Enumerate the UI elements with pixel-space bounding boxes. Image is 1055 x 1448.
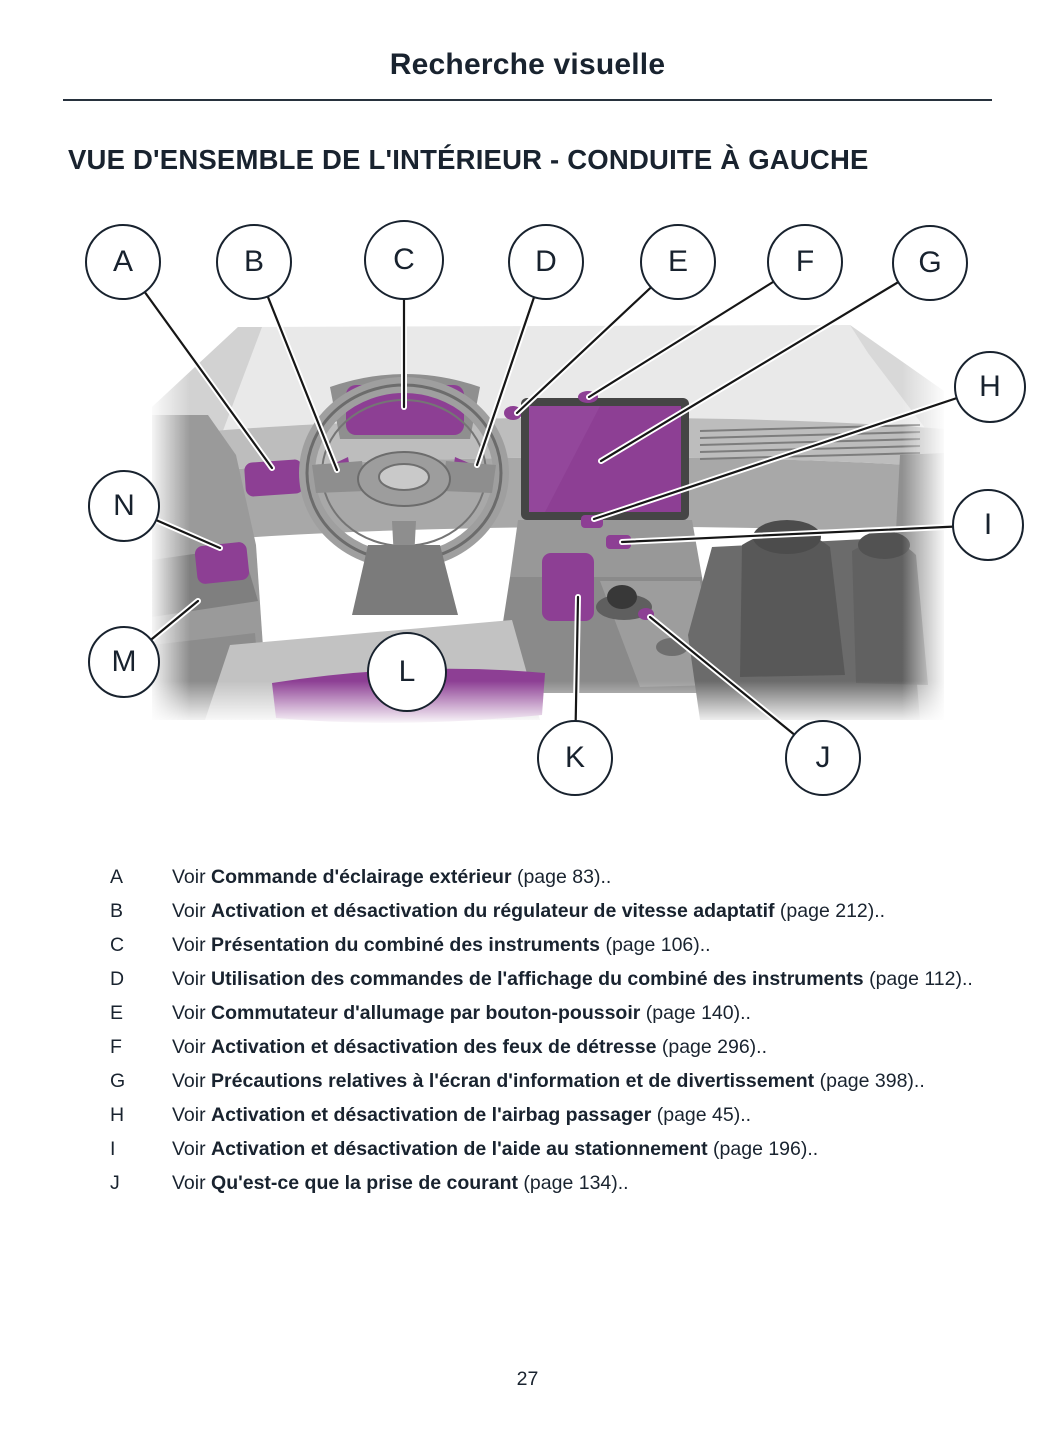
callout-l: L	[367, 632, 447, 712]
see-label: Voir	[172, 1002, 212, 1024]
reference-letter: G	[110, 1070, 126, 1092]
reference-link[interactable]: Utilisation des commandes de l'affichage du combiné des instruments	[211, 968, 864, 990]
reference-link[interactable]: Commutateur d'allumage par bouton-poussoir	[211, 1002, 641, 1024]
reference-item-b	[110, 898, 1000, 924]
reference-letter: H	[110, 1104, 125, 1126]
page-ref: (page 134)..	[518, 1172, 629, 1194]
gear-shifter	[607, 585, 637, 609]
reference-item-i	[110, 1136, 1000, 1162]
callout-b: B	[216, 224, 292, 300]
see-label: Voir	[172, 1104, 212, 1126]
see-label: Voir	[172, 1172, 212, 1194]
reference-link[interactable]: Commande d'éclairage extérieur	[211, 866, 512, 888]
see-label: Voir	[172, 900, 212, 922]
reference-letter: C	[110, 934, 125, 956]
reference-text	[172, 1170, 994, 1196]
see-label: Voir	[172, 934, 212, 956]
page-ref: (page 196)..	[707, 1138, 819, 1160]
reference-link[interactable]: Qu'est-ce que la prise de courant	[211, 1172, 519, 1194]
see-label: Voir	[172, 1138, 212, 1160]
reference-text	[172, 1102, 994, 1128]
reference-text	[172, 1000, 994, 1026]
callout-m: M	[88, 626, 160, 698]
reference-letter: I	[110, 1138, 116, 1160]
callout-d: D	[508, 224, 584, 300]
reference-letter: F	[110, 1036, 122, 1058]
see-label: Voir	[172, 866, 212, 888]
reference-link[interactable]: Précautions relatives à l'écran d'information et de divertissement	[211, 1070, 815, 1092]
page-ref: (page 83)..	[511, 866, 612, 888]
reference-link[interactable]: Activation et désactivation de l'aide au stationnement	[211, 1138, 708, 1160]
callout-e: E	[640, 224, 716, 300]
see-label: Voir	[172, 1036, 212, 1058]
see-label: Voir	[172, 1070, 212, 1092]
callout-i: I	[952, 489, 1024, 561]
reference-item-d	[110, 966, 1000, 992]
reference-letter: B	[110, 900, 124, 922]
callout-g: G	[892, 225, 968, 301]
see-label: Voir	[172, 968, 212, 990]
page-ref: (page 112)..	[863, 968, 973, 990]
reference-item-h	[110, 1102, 1000, 1128]
reference-text	[172, 932, 994, 958]
callout-a: A	[85, 224, 161, 300]
reference-letter: D	[110, 968, 125, 990]
page-ref: (page 398)..	[814, 1070, 925, 1092]
reference-link[interactable]: Activation et désactivation de l'airbag passager	[211, 1104, 652, 1126]
reference-letter: A	[110, 866, 124, 888]
header-divider	[63, 99, 992, 101]
reference-text	[172, 1136, 994, 1162]
reference-item-g	[110, 1068, 1000, 1094]
page-ref: (page 212)..	[774, 900, 886, 922]
callout-h: H	[954, 351, 1026, 423]
reference-item-a	[110, 864, 1000, 890]
reference-item-e	[110, 1000, 1000, 1026]
reference-text	[172, 864, 994, 890]
interior-overview-diagram	[0, 215, 1055, 807]
callout-n: N	[88, 470, 160, 542]
reference-text	[172, 966, 994, 992]
reference-text	[172, 1068, 994, 1094]
callout-f: F	[767, 224, 843, 300]
page-ref: (page 45)..	[651, 1104, 752, 1126]
reference-letter: J	[110, 1172, 120, 1194]
reference-link[interactable]: Présentation du combiné des instruments	[211, 934, 601, 956]
highlight-console-pad	[542, 553, 594, 621]
steering-wheel-badge	[379, 464, 429, 490]
reference-item-j	[110, 1170, 1000, 1196]
reference-text	[172, 898, 994, 924]
reference-item-c	[110, 932, 1000, 958]
callout-j: J	[785, 720, 861, 796]
reference-text	[172, 1034, 994, 1060]
reference-letter: E	[110, 1002, 124, 1024]
callout-c: C	[364, 220, 444, 300]
highlight-exterior-lighting-control	[244, 459, 304, 497]
page-title: Recherche visuelle	[389, 48, 666, 81]
page-ref: (page 296)..	[656, 1036, 768, 1058]
page-ref: (page 140)..	[640, 1002, 751, 1024]
callout-k: K	[537, 720, 613, 796]
page-number: 27	[516, 1368, 539, 1390]
reference-item-f	[110, 1034, 1000, 1060]
section-title: VUE D'ENSEMBLE DE L'INTÉRIEUR - CONDUITE À GAUCHE	[68, 144, 869, 175]
page-ref: (page 106)..	[600, 934, 711, 956]
reference-link[interactable]: Activation et désactivation du régulateur de vitesse adaptatif	[211, 900, 775, 922]
reference-list	[110, 864, 1000, 1204]
reference-link[interactable]: Activation et désactivation des feux de détresse	[211, 1036, 657, 1058]
